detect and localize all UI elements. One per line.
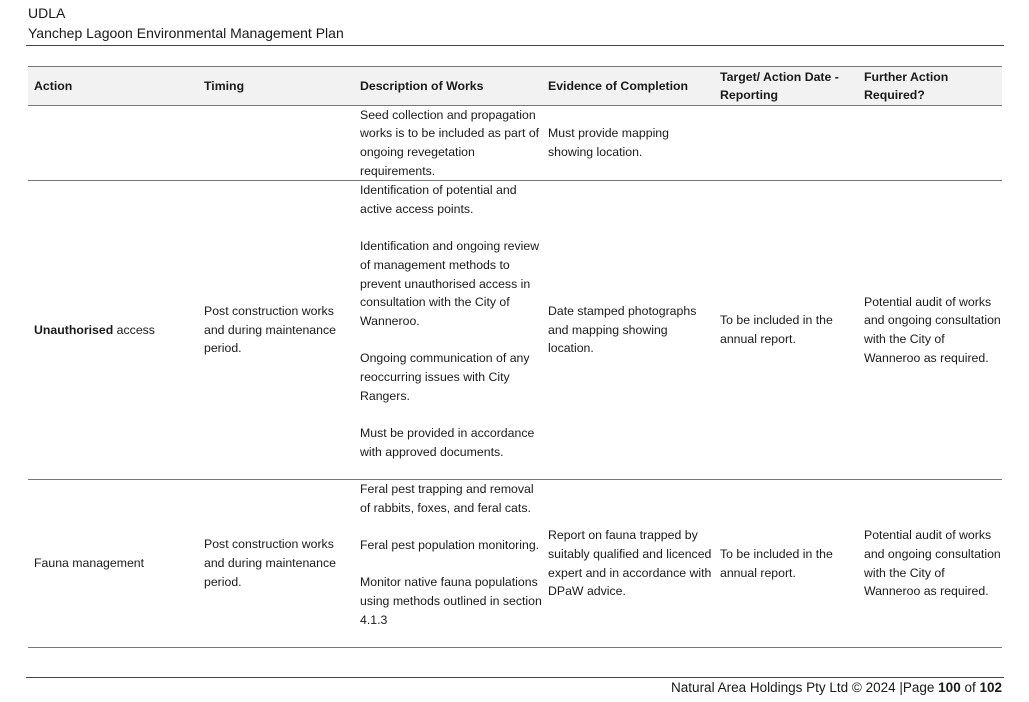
column-header-further-action: Further Action Required? (864, 70, 949, 102)
cell-timing (198, 106, 354, 180)
cell-further-action: Potential audit of works and ongoing consultation with the City of Wanneroo as required. (864, 528, 1001, 599)
description-item: Identification of potential and active access points. (360, 183, 517, 216)
cell-action: Unauthorised access (34, 322, 155, 337)
action-keyword: Unauthorised (34, 322, 114, 337)
cell-description (354, 480, 542, 647)
cell-action: Fauna management (34, 556, 145, 571)
table-header-row (28, 66, 1002, 106)
column-header-target: Target/ Action Date - Reporting (720, 70, 839, 102)
description-item: Ongoing communication of any reoccurring issues with City Rangers. (360, 351, 530, 403)
table-row (28, 106, 1002, 181)
description-item: Feral pest population monitoring. (360, 538, 540, 553)
header-title: Yanchep Lagoon Environmental Management Plan (28, 25, 344, 41)
cell-description (354, 181, 542, 479)
header-org: UDLA (28, 5, 66, 21)
footer-company: Natural Area Holdings Pty Ltd © 2024 |Page (671, 680, 939, 695)
cell-further-action (858, 106, 1002, 180)
cell-further-action: Potential audit of works and ongoing consultation with the City of Wanneroo as required. (864, 294, 1001, 365)
header-divider (26, 45, 1004, 46)
column-header-timing: Timing (204, 79, 245, 93)
description-item: Monitor native fauna populations using methods outlined in section 4.1.3 (360, 575, 542, 627)
footer-page-number: 100 (938, 680, 961, 695)
footer-page-total: 102 (979, 680, 1002, 695)
cell-target (714, 106, 858, 180)
footer-divider (26, 677, 1004, 678)
table-row (28, 181, 1002, 480)
page-header (28, 3, 344, 43)
column-header-evidence: Evidence of Completion (548, 79, 689, 93)
description-item: Must be provided in accordance with approved documents. (360, 426, 535, 459)
description-item: Feral pest trapping and removal of rabbits, foxes, and feral cats. (360, 482, 534, 515)
cell-evidence: Must provide mapping showing location. (548, 126, 669, 159)
table-row (28, 480, 1002, 648)
column-header-action: Action (34, 79, 73, 93)
cell-target: To be included in the annual report. (720, 546, 833, 580)
column-header-description: Description of Works (360, 79, 484, 93)
cell-evidence: Report on fauna trapped by suitably qualified and licenced expert and in accordance with DPaW advice. (548, 528, 712, 599)
cell-description: Seed collection and propagation works is to be included as part of ongoing revegetation requirements. (360, 107, 540, 178)
page-footer: Natural Area Holdings Pty Ltd © 2024 |Page 100 of 102 (671, 680, 1002, 695)
cell-timing: Post construction works and during maintenance period. (204, 537, 336, 589)
cell-timing: Post construction works and during maintenance period. (204, 303, 336, 356)
action-table (28, 66, 1002, 648)
cell-evidence: Date stamped photographs and mapping showing location. (548, 303, 697, 356)
description-item: Identification and ongoing review of management methods to prevent unauthorised access in consultation with the City of Wanneroo. (360, 239, 540, 328)
cell-target: To be included in the annual report. (720, 313, 833, 346)
cell-action (28, 106, 198, 180)
